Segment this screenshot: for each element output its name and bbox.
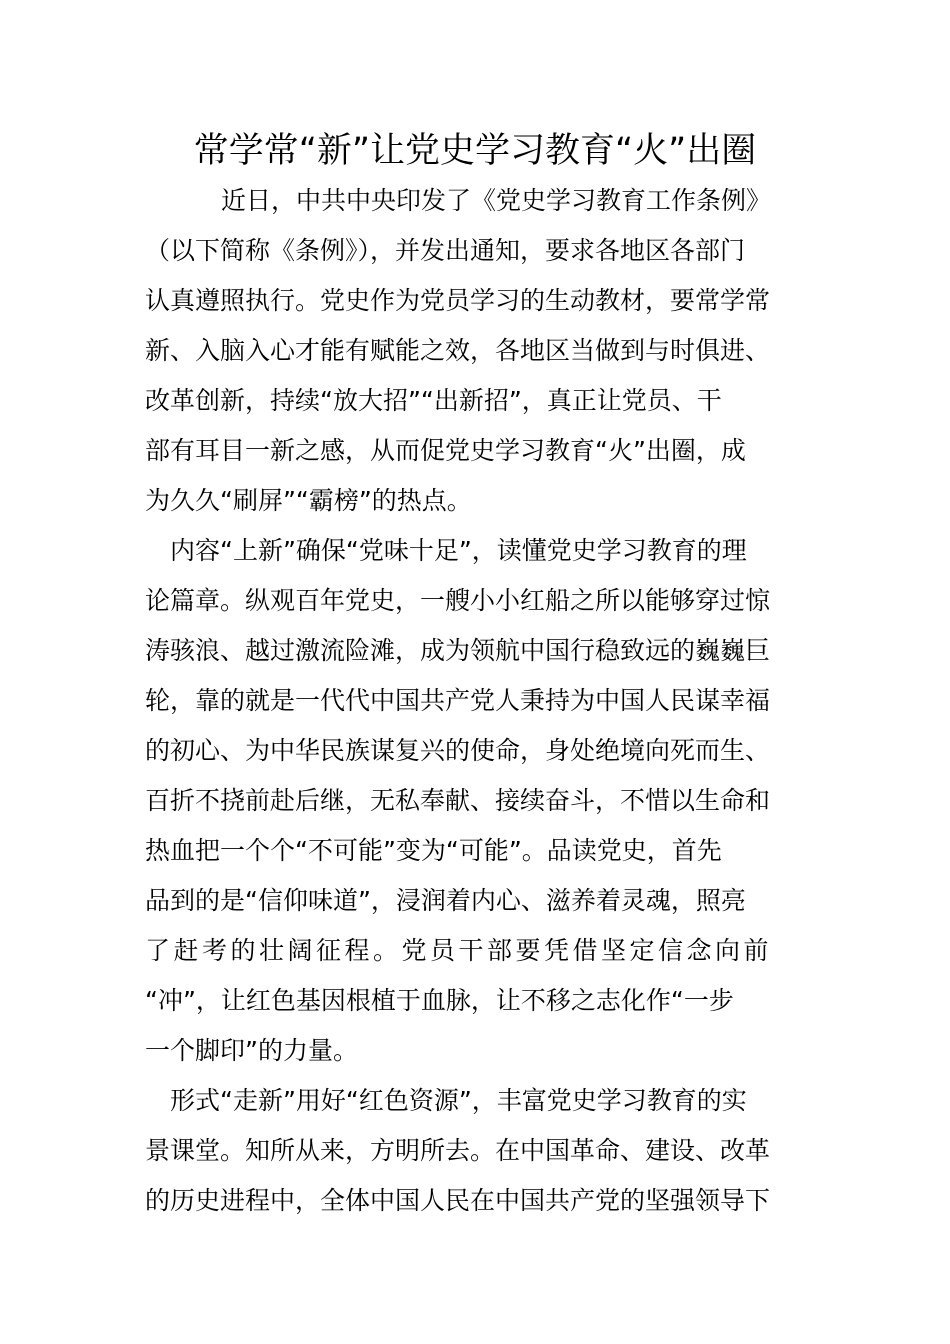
text-line: （以下简称《条例》），并发出通知，要求各地区各部门 [145, 236, 746, 265]
text-line: 的历史进程中，全体中国人民在中国共产党的坚强领导下 [145, 1186, 771, 1215]
text-line: 内容“上新”确保“党味十足”，读懂党史学习教育的理 [170, 536, 747, 565]
text-line: 新、入脑入心才能有赋能之效，各地区当做到与时俱进、 [145, 336, 771, 365]
text-line: 认真遵照执行。党史作为党员学习的生动教材，要常学常 [145, 286, 771, 315]
text-line: 一个脚印”的力量。 [145, 1036, 358, 1065]
text-line: 形式“走新”用好“红色资源”，丰富党史学习教育的实 [170, 1086, 747, 1115]
text-line: 轮，靠的就是一代代中国共产党人秉持为中国人民谋幸福 [145, 686, 771, 715]
text-line: 品到的是“信仰味道”，浸润着内心、滋养着灵魂，照亮 [145, 886, 746, 915]
text-line: 的初心、为中华民族谋复兴的使命，身处绝境向死而生、 [145, 736, 771, 765]
document-title: 常学常“新”让党史学习教育“火”出圈 [193, 131, 757, 171]
text-line: 改革创新，持续“放大招”“出新招”，真正让党员、干 [145, 386, 722, 415]
text-line: 景课堂。知所从来，方明所去。在中国革命、建设、改革 [145, 1136, 771, 1165]
text-line: 了赶考的壮阔征程。党员干部要凭借坚定信念向前 [145, 936, 773, 965]
text-line: 近日，中共中央印发了《党史学习教育工作条例》 [221, 186, 772, 215]
text-line: “冲”，让红色基因根植于血脉，让不移之志化作“一步 [145, 986, 734, 1015]
text-line: 涛骇浪、越过激流险滩，成为领航中国行稳致远的巍巍巨 [145, 636, 771, 665]
text-line: 论篇章。纵观百年党史，一艘小小红船之所以能够穿过惊 [145, 586, 771, 615]
text-line: 部有耳目一新之感，从而促党史学习教育“火”出圈，成 [145, 436, 746, 465]
text-line: 为久久“刷屏”“霸榜”的热点。 [145, 486, 472, 515]
text-line: 热血把一个个“不可能”变为“可能”。品读党史，首先 [145, 836, 722, 865]
text-line: 百折不挠前赴后继，无私奉献、接续奋斗，不惜以生命和 [145, 786, 771, 815]
